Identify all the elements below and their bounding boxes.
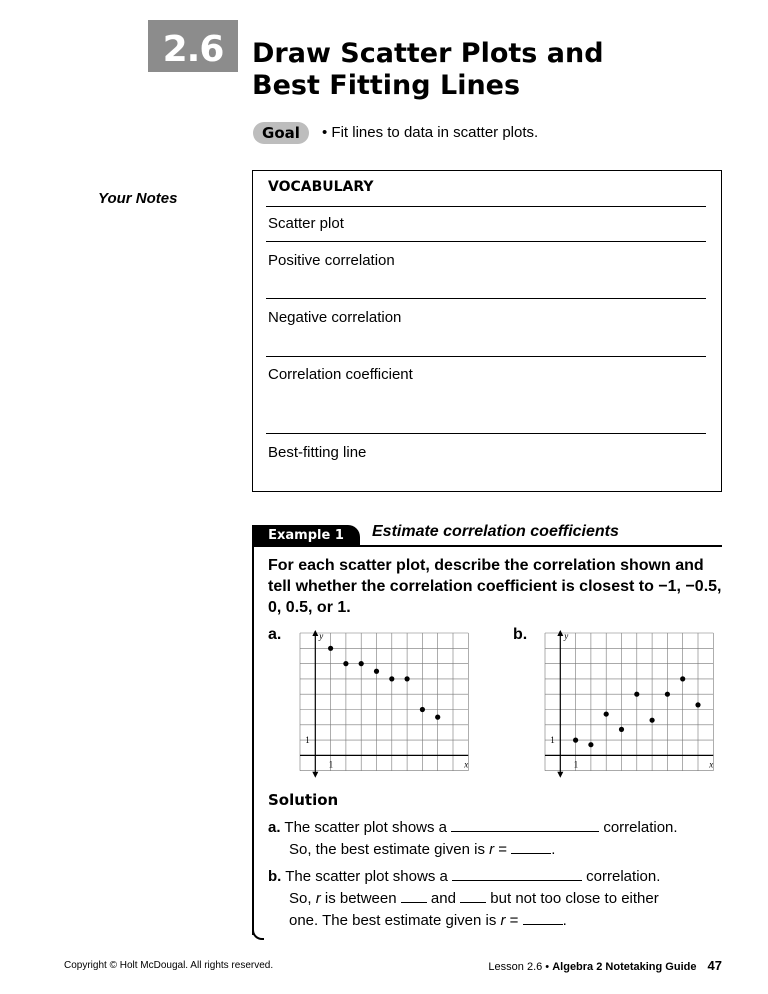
page-number: 47	[707, 958, 722, 973]
vocab-term-correlation-coefficient: Correlation coefficient	[268, 366, 413, 383]
solution-a-line-1	[268, 818, 678, 836]
footer-reference	[488, 958, 722, 973]
lesson-number-badge: 2.6	[148, 20, 238, 72]
scatter-plot-b	[531, 630, 714, 772]
vocab-term-positive-correlation: Positive correlation	[268, 252, 395, 269]
r-symbol: r	[315, 890, 321, 907]
vocabulary-heading: VOCABULARY	[268, 179, 374, 195]
solution-b-text-4: is between	[324, 890, 397, 907]
solution-b-line-3	[289, 911, 567, 929]
vocab-rule	[266, 356, 706, 357]
data-point	[405, 676, 410, 681]
data-point	[420, 707, 425, 712]
y-axis-arrow-down	[557, 772, 563, 778]
r-symbol: r	[489, 841, 495, 858]
period: .	[562, 912, 567, 929]
footer-guide-title: Algebra 2 Notetaking Guide	[552, 961, 697, 973]
x-tick-label: 1	[328, 759, 334, 770]
data-point	[604, 711, 609, 716]
data-point	[680, 676, 685, 681]
vocab-rule	[266, 433, 706, 434]
data-point	[328, 646, 333, 651]
footer-lesson-ref: Lesson 2.6 •	[488, 961, 550, 973]
answer-blank[interactable]	[460, 889, 486, 903]
goal-label: Goal	[253, 122, 309, 144]
equals-sign: =	[505, 912, 523, 929]
r-symbol: r	[500, 912, 506, 929]
solution-a-text-2: correlation.	[603, 819, 678, 836]
data-point	[588, 742, 593, 747]
solution-b-text-7: one. The best estimate given is	[289, 912, 497, 929]
plot-a-label: a.	[268, 626, 282, 643]
y-tick-label: 1	[305, 735, 310, 746]
lesson-title-line-1: Draw Scatter Plots and	[252, 38, 604, 69]
data-point	[343, 661, 348, 666]
data-point	[695, 702, 700, 707]
scatter-plot-a	[286, 630, 469, 772]
data-point	[573, 738, 578, 743]
answer-blank[interactable]	[452, 867, 582, 881]
goal-text: • Fit lines to data in scatter plots.	[322, 124, 539, 141]
solution-a-prefix: a.	[268, 819, 281, 836]
solution-heading: Solution	[268, 791, 339, 809]
solution-b-text-6: but not too close to either	[490, 890, 659, 907]
your-notes-label: Your Notes	[98, 190, 178, 207]
solution-b-line-2	[289, 889, 659, 907]
solution-a-text-1: The scatter plot shows a	[284, 819, 447, 836]
vocab-rule	[266, 206, 706, 207]
data-point	[389, 676, 394, 681]
example-tab: Example 1	[252, 525, 360, 546]
y-axis-arrow-down	[312, 772, 318, 778]
vocab-term-best-fitting-line: Best-fitting line	[268, 444, 367, 461]
copyright: Copyright © Holt McDougal. All rights reserved.	[64, 960, 274, 971]
solution-b-text-2: correlation.	[586, 868, 661, 885]
data-point	[619, 727, 624, 732]
data-point	[650, 718, 655, 723]
example-left-rule	[252, 545, 254, 935]
lesson-title	[252, 38, 722, 102]
vocab-term-scatter-plot: Scatter plot	[268, 215, 344, 232]
answer-blank[interactable]	[401, 889, 427, 903]
solution-b-text-5: and	[430, 890, 456, 907]
lesson-title-line-2: Best Fitting Lines	[252, 70, 521, 101]
answer-blank[interactable]	[523, 911, 563, 925]
vocab-rule	[266, 241, 706, 242]
answer-blank[interactable]	[451, 818, 599, 832]
example-top-rule	[252, 545, 722, 547]
plot-b-label: b.	[513, 626, 528, 643]
x-axis-label: x	[464, 759, 469, 770]
data-point	[435, 715, 440, 720]
y-tick-label: 1	[550, 735, 555, 746]
solution-b-text-1: The scatter plot shows a	[285, 868, 448, 885]
data-point	[374, 669, 379, 674]
solution-b-line-1	[268, 867, 660, 885]
solution-a-text-3: So, the best estimate given is	[289, 841, 485, 858]
vocab-term-negative-correlation: Negative correlation	[268, 309, 402, 326]
example-prompt: For each scatter plot, describe the correlation shown and tell whether the correlation coefficient is closest to −1, −0.5, 0, 0.5, or 1.	[268, 557, 722, 616]
vocab-rule	[266, 298, 706, 299]
solution-b-text-3: So,	[289, 890, 312, 907]
data-point	[634, 692, 639, 697]
solution-b-prefix: b.	[268, 868, 282, 885]
data-point	[359, 661, 364, 666]
example-title: Estimate correlation coefficients	[372, 523, 619, 540]
example-bracket-end	[252, 926, 264, 940]
y-axis-label: y	[564, 631, 569, 641]
equals-sign: =	[494, 841, 512, 858]
solution-a-line-2	[289, 840, 555, 858]
period: .	[551, 841, 556, 858]
y-axis-label: y	[319, 631, 324, 641]
data-point	[665, 692, 670, 697]
answer-blank[interactable]	[511, 840, 551, 854]
x-axis-label: x	[709, 759, 714, 770]
x-tick-label: 1	[573, 759, 579, 770]
